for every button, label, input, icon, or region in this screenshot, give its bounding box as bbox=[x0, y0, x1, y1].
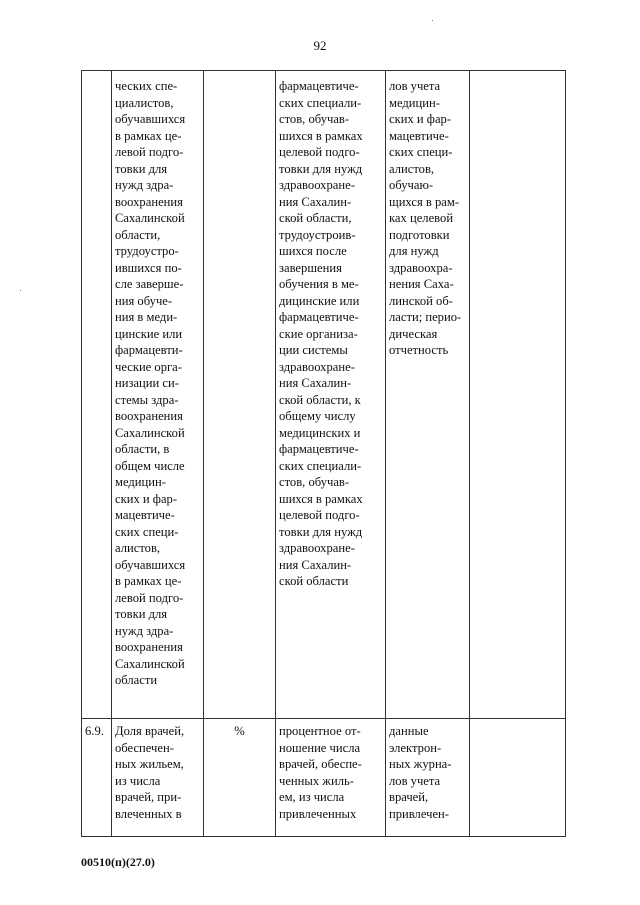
cell-number bbox=[82, 71, 112, 719]
cell-unit bbox=[204, 71, 276, 719]
table-row bbox=[82, 719, 566, 837]
cell-extra bbox=[470, 71, 566, 719]
cell-number: 6.9. bbox=[82, 719, 112, 837]
cell-data-source: лов учета медицин- ских и фар- мацевтиче- ских специ- алистов, обучаю- щихся в рам- ках целевой подготовки для нужд здравоохра- нения Саха- линской об- ласти; перио- дическая отчетность bbox=[386, 71, 470, 719]
scan-speck bbox=[20, 290, 21, 291]
page-number: 92 bbox=[313, 38, 327, 53]
table-row bbox=[82, 71, 566, 719]
cell-indicator-name: Доля врачей, обеспечен- ных жильем, из числа врачей, при- влеченных в bbox=[112, 719, 204, 837]
cell-extra bbox=[470, 719, 566, 837]
cell-unit: % bbox=[204, 719, 276, 837]
indicator-table bbox=[81, 70, 566, 837]
cell-indicator-name: ческих спе- циалистов, обучавшихся в рамках це- левой подго- товки для нужд здра- воохранения Сахалинской области, трудоустро- ившихся по- сле заверше- ния обуче- ния в меди- цинские или фармацевти- ческие орга- низации си- стемы здра- воохранения Сахалинской области, в общем числе медицин- ских и фар- мацевтиче- ских специ- алистов, обучавшихся в рамках це- левой подго- товки для нужд здра- воохранения Сахалинской области bbox=[112, 71, 204, 719]
document-code: 00510(п)(27.0) bbox=[81, 855, 155, 869]
cell-calculation-method: процентное от- ношение числа врачей, обеспе- ченных жиль- ем, из числа привлеченных bbox=[276, 719, 386, 837]
cell-calculation-method: фармацевтиче- ских специали- стов, обучав- шихся в рамках целевой подго- товки для нужд здравоохране- ния Сахалин- ской области, трудоустроив- шихся после завершения обучения в ме- дицинские или фармацевтиче- ские организа- ции системы здравоохране- ния Сахалин- ской области, к общему числу медицинских и фармацевтиче- ских специали- стов, обучав- шихся в рамках целевой подго- товки для нужд здравоохране- ния Сахалин- ской области bbox=[276, 71, 386, 719]
cell-data-source: данные электрон- ных журна- лов учета врачей, привлечен- bbox=[386, 719, 470, 837]
scan-speck bbox=[432, 20, 433, 21]
